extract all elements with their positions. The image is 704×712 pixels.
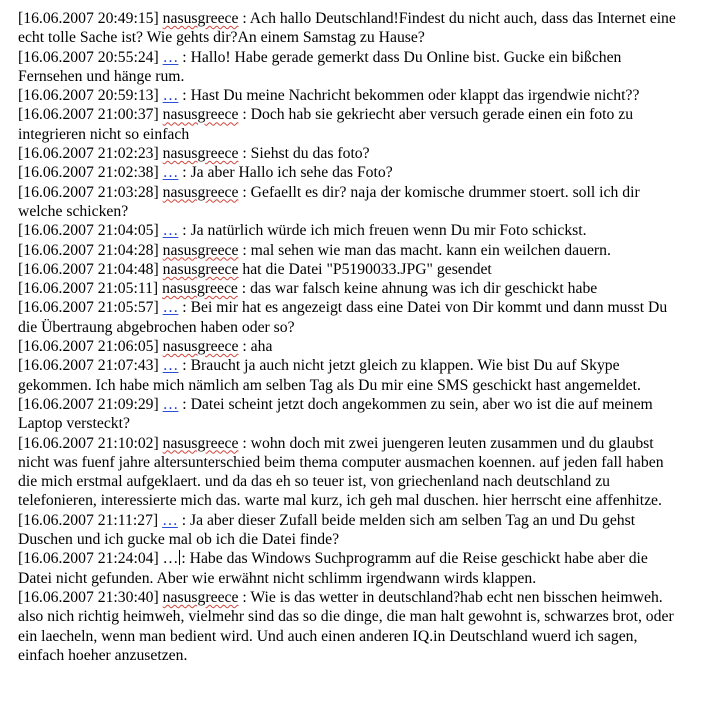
message-text: aha [250,338,273,356]
chat-message [18,260,682,279]
message-text: Ach hallo Deutschland!Findest du nicht auch, dass das Internet eine echt tolle Sache ist? Wie gehts dir?An einem Samstag zu Hause? [18,10,676,47]
message-text: Ja aber dieser Zufall beide melden sich am selben Tag an und Du gehst Duschen und ich gucke mal ob ich die Datei finde? [18,511,636,549]
chat-message [18,434,682,511]
sender-name: nasusgreece [162,145,239,163]
sender-name[interactable]: … [162,511,178,529]
sender-separator: : [238,106,251,124]
chat-message [18,48,682,87]
sender-name: nasusgreece [162,280,238,298]
message-timestamp: [16.06.2007 20:55:24] [18,48,159,66]
message-timestamp: [16.06.2007 21:03:28] [18,183,159,201]
message-timestamp: [16.06.2007 21:07:43] [18,357,159,375]
sender-name: nasusgreece [162,10,239,27]
chat-message [18,9,682,48]
sender-separator: : [238,338,251,356]
sender-separator: : [178,48,191,66]
chat-log-document [18,9,682,665]
chat-message [18,395,682,434]
chat-message [18,86,682,105]
message-timestamp: [16.06.2007 21:30:40] [18,588,159,606]
sender-separator: : [177,511,190,529]
message-text: mal sehen wie man das macht. kann ein weilchen dauern. [250,241,611,259]
message-timestamp: [16.06.2007 20:49:15] [18,10,159,27]
chat-message [18,144,682,163]
sender-separator: : [238,183,251,201]
message-timestamp: [16.06.2007 21:00:37] [18,106,159,124]
message-text: Ja aber Hallo ich sehe das Foto? [190,164,393,182]
chat-message [18,549,682,588]
sender-name[interactable]: … [162,222,179,240]
sender-separator: : [238,10,250,27]
message-timestamp: [16.06.2007 21:05:11] [18,280,159,298]
sender-separator: : [178,357,191,375]
message-timestamp: [16.06.2007 21:04:05] [18,222,159,240]
message-text: hat die Datei "P5190033.JPG" gesendet [242,260,492,278]
sender-separator: : [178,299,191,317]
sender-name: nasusgreece [162,106,239,124]
sender-name: nasusgreece [162,183,239,201]
message-timestamp: [16.06.2007 21:04:48] [18,260,159,278]
sender-name: nasusgreece [162,588,239,606]
message-text: Habe das Windows Suchprogramm auf die Reise geschickt habe aber die Datei nicht gefunden. Aber wie erwähnt nicht schlimm irgendwann wirds klappen. [18,550,648,587]
sender-name[interactable]: … [162,48,179,66]
sender-separator: : [178,222,191,240]
message-text: Datei scheint jetzt doch angekommen zu sein, aber wo ist die auf meinem Laptop versteckt? [18,395,653,433]
chat-message [18,298,682,337]
chat-message [18,511,682,550]
message-text: Braucht ja auch nicht jetzt gleich zu klappen. Wie bist Du auf Skype gekommen. Ich habe mich nämlich am selben Tag als Du mir eine SMS geschickt hast angemeldet. [18,357,641,394]
sender-name[interactable]: … [162,357,179,375]
sender-separator: : [178,395,191,413]
chat-message [18,337,682,356]
chat-message [18,221,682,240]
sender-separator: : [238,588,251,606]
sender-separator: : [238,241,251,259]
message-timestamp: [16.06.2007 21:02:23] [18,145,159,163]
sender-name: nasusgreece [162,260,239,278]
message-text: Hast Du meine Nachricht bekommen oder klappt das irgendwie nicht?? [190,87,640,105]
message-text: Hallo! Habe gerade gemerkt dass Du Online bist. Gucke ein bißchen Fernsehen und hänge rum. [18,48,622,85]
sender-name: … [162,550,179,568]
message-text: Bei mir hat es angezeigt dass eine Datei von Dir kommt und dann musst Du die Übertraung abgebrochen haben oder so? [18,299,668,336]
message-timestamp: [16.06.2007 20:59:13] [18,87,159,105]
sender-name: nasusgreece [162,338,239,356]
sender-name: nasusgreece [162,241,239,259]
chat-message [18,105,682,144]
sender-name[interactable]: … [162,299,179,317]
sender-name[interactable]: … [162,164,179,182]
sender-separator: : [238,434,251,452]
message-text: das war falsch keine ahnung was ich dir geschickt habe [250,280,598,298]
sender-name[interactable]: … [162,395,179,413]
message-text: Siehst du das foto? [250,145,370,163]
chat-message [18,241,682,260]
sender-name: nasusgreece [162,434,239,452]
chat-message [18,356,682,395]
message-text: wohn doch mit zwei juengeren leuten zusammen und du glaubst nicht was fuenf jahre altersunterschied beim thema computer ausmachen koennen. auf jeden fall haben die mich erstmal aufgeklaert. und da das eh so teuer ist, von griechenland nach deutschland zu telefonieren, interessierte mich das. warte mal kurz, ich geh mal duschen. hier herrscht eine affenhitze. [18,434,664,510]
sender-separator: : [238,145,251,163]
message-timestamp: [16.06.2007 21:24:04] [18,550,159,568]
sender-separator: : [237,280,251,298]
message-timestamp: [16.06.2007 21:10:02] [18,434,159,452]
message-timestamp: [16.06.2007 21:09:29] [18,395,159,413]
chat-message [18,163,682,182]
sender-name[interactable]: … [162,87,179,105]
message-text: Gefaellt es dir? naja der komische drummer stoert. soll ich dir welche schicken? [18,183,640,220]
message-timestamp: [16.06.2007 21:05:57] [18,299,159,317]
message-text: Ja natürlich würde ich mich freuen wenn Du mir Foto schickst. [190,222,587,240]
sender-separator: : [178,164,191,182]
sender-separator: : [181,550,190,568]
message-timestamp: [16.06.2007 21:02:38] [18,164,159,182]
message-timestamp: [16.06.2007 21:06:05] [18,338,159,356]
message-timestamp: [16.06.2007 21:11:27] [18,511,159,529]
message-timestamp: [16.06.2007 21:04:28] [18,241,159,259]
chat-message [18,588,682,665]
chat-message [18,183,682,222]
message-text: Wie is das wetter in deutschland?hab echt nen bisschen heimweh. also nich richtig heimweh, vielmehr sind das so die dinge, die man halt gewohnt is, schwarzes brot, oder ein laecheln, wenn man bedient wird. Und auch einen anderen IQ.in Deutschland wuerd ich sagen, einfach hoeher anzusetzen. [18,588,674,664]
message-text: Doch hab sie gekriecht aber versuch gerade einen ein foto zu integrieren nicht so einfach [18,106,634,143]
chat-message [18,279,682,298]
sender-separator: : [178,87,191,105]
